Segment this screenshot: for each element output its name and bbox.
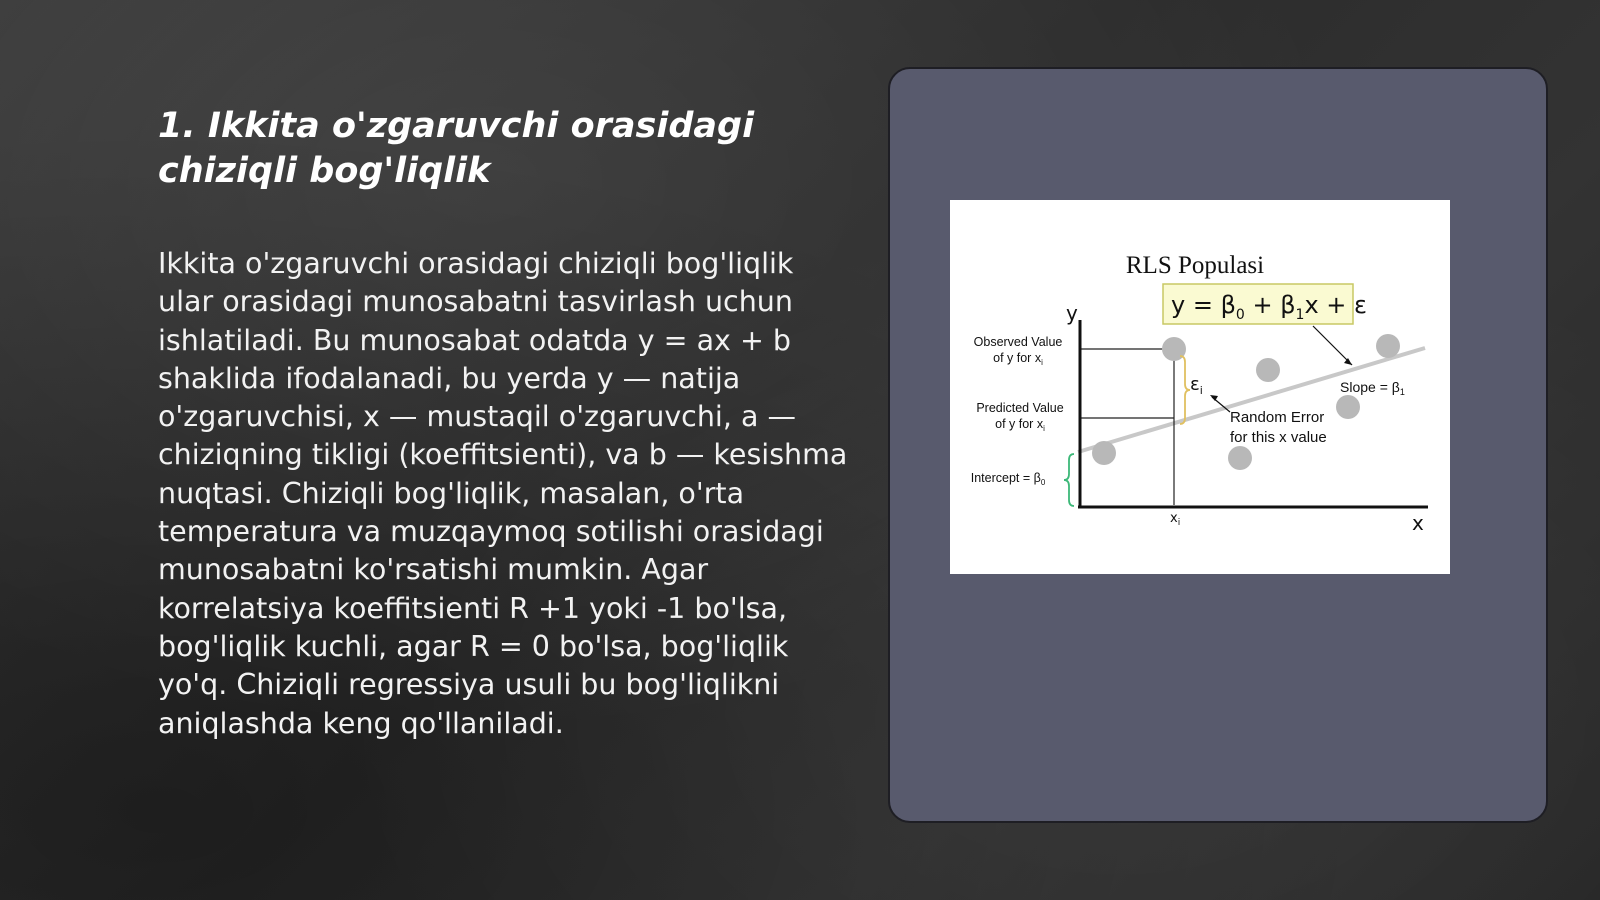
data-point <box>1336 395 1360 419</box>
x-axis-label: x <box>1412 511 1424 535</box>
observed-value-label: Observed Value <box>973 335 1063 349</box>
slide-title: 1. Ikkita o'zgaruvchi orasidagi chiziqli bog'liqlik <box>158 106 755 191</box>
error-arrowhead <box>1210 395 1218 401</box>
data-point <box>1256 358 1280 382</box>
regression-diagram-svg <box>950 200 1450 574</box>
xi-label: $x_i$ <box>1170 511 1181 528</box>
data-point <box>1092 441 1116 465</box>
y-axis-label: y <box>1066 301 1078 325</box>
regression-equation: $y = \beta_0 + \beta_1x + \varepsilon$ <box>1171 291 1367 323</box>
slope-arrowhead <box>1344 358 1352 365</box>
random-error-label: Random Error <box>1230 409 1325 426</box>
regression-diagram <box>950 200 1450 574</box>
slope-arrow <box>1313 326 1352 365</box>
epsilon-brace <box>1180 356 1190 424</box>
intercept-label: Intercept = $\beta_0$ <box>970 471 1046 487</box>
predicted-value-label: Predicted Value <box>976 401 1064 415</box>
data-point <box>1376 334 1400 358</box>
slide-body-text: Ikkita o'zgaruvchi orasidagi chiziqli bog'liqlik ular orasidagi munosabatni tasvirlash uchun ishlatiladi. Bu munosabat odatda y = ax + b shaklida ifodalanadi, bu yerda y — natija o'zgaruvchisi, x — mustaqil o'zgaruvchi, a — chiziqning tikligi (koeffitsienti), va b — kesishma nuqtasi. Chiziqli bog'liqlik, masalan, o'rta temperatura va muzqaymoq sotilishi orasidagi munosabatni ko'rsatishi mumkin. Agar korrelatsiya koeffitsienti R +1 yoki -1 bo'lsa, bog'liqlik kuchli, agar R = 0 bo'lsa, bog'liqlik yo'q. Chiziqli regressiya usuli bu bog'liqlikni aniqlashda keng qo'llaniladi. <box>158 247 848 740</box>
slope-label: Slope = $\beta_1$ <box>1340 379 1405 397</box>
epsilon-label: $\varepsilon_i$ <box>1190 374 1203 397</box>
observed-value-label-2: of y for $x_i$ <box>993 351 1043 367</box>
predicted-value-label-2: of y for $x_i$ <box>995 417 1045 433</box>
data-point <box>1228 446 1252 470</box>
intercept-brace <box>1064 454 1074 506</box>
random-error-label-2: for this x value <box>1230 429 1327 446</box>
diagram-title: RLS Populasi <box>1125 252 1265 279</box>
